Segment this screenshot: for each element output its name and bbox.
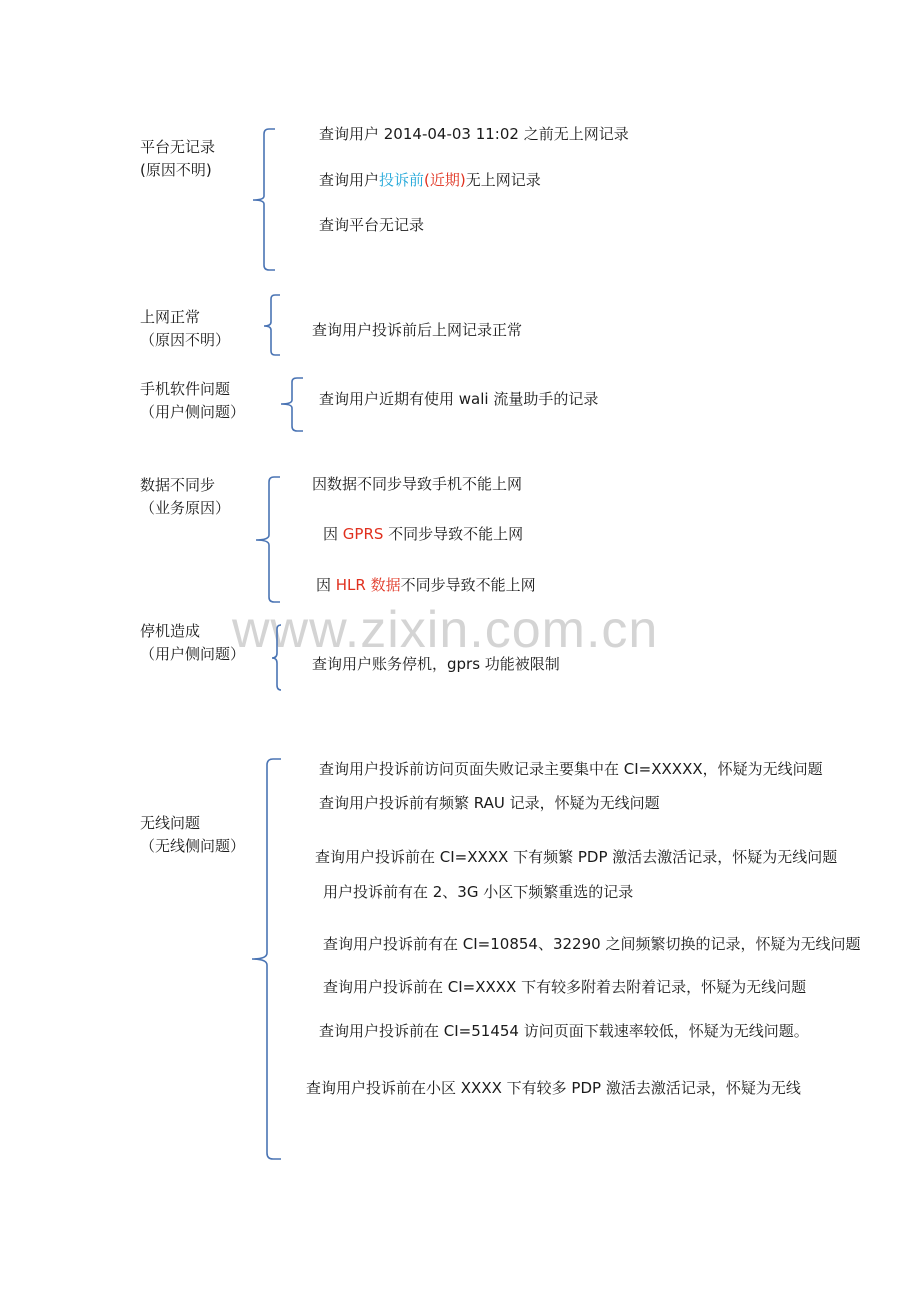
category-title: 数据不同步 [140, 476, 216, 494]
category-reason: （用户侧问题） [140, 403, 246, 421]
category-reason: （原因不明） [140, 331, 231, 349]
item-line [323, 977, 806, 997]
item-line [316, 575, 536, 595]
item-line [319, 124, 629, 144]
bracket-wireless [252, 759, 281, 1159]
item-text: 不同步导致不能上网 [400, 576, 536, 594]
bracket-suspend [272, 625, 281, 690]
category-reason: (原因不明) [140, 161, 212, 179]
category-data-sync [140, 474, 230, 520]
item-text: 查询用户投诉前有频繁 RAU 记录，怀疑为无线问题 [319, 794, 660, 812]
item-line [323, 934, 860, 954]
item-text: 因数据不同步导致手机不能上网 [312, 475, 523, 493]
item-text: 查询用户投诉前在 CI=XXXX 下有频繁 PDP 激活去激活记录，怀疑为无线问题 [315, 848, 838, 866]
item-text: 查询用户 [319, 171, 380, 189]
item-text: 查询用户投诉前在小区 XXXX 下有较多 PDP 激活去激活记录，怀疑为无线 [306, 1079, 801, 1097]
item-text: 查询用户投诉前在 CI=XXXX 下有较多附着去附着记录，怀疑为无线问题 [323, 978, 807, 996]
item-line [319, 759, 823, 779]
watermark: www.zixin.com.cn [232, 601, 659, 659]
item-text: 查询用户近期有使用 wali 流量助手的记录 [319, 390, 599, 408]
item-line [306, 1078, 801, 1098]
item-line [319, 793, 660, 813]
item-text: 因 [316, 576, 336, 594]
category-reason: （业务原因） [140, 499, 231, 517]
category-reason: （用户侧问题） [140, 645, 246, 663]
item-line [312, 320, 522, 340]
bracket-software [281, 378, 303, 431]
category-service-suspended [140, 620, 245, 666]
bracket-sync [256, 477, 280, 602]
item-line [319, 215, 424, 235]
item-text: 查询用户投诉前有在 CI=10854、32290 之间频繁切换的记录，怀疑为无线问题 [323, 935, 861, 953]
category-platform-no-record [140, 136, 215, 182]
item-text: 查询用户 2014-04-03 11:02 之前无上网记录 [319, 125, 629, 143]
highlight-text-red: HLR 数据 [335, 576, 401, 594]
item-text: 查询用户投诉前在 CI=51454 访问页面下载速率较低，怀疑为无线问题。 [319, 1022, 809, 1040]
item-text: 查询平台无记录 [319, 216, 425, 234]
category-wireless [140, 812, 245, 858]
item-text: 查询用户账务停机，gprs 功能被限制 [312, 655, 560, 673]
item-line [323, 882, 633, 902]
category-title: 手机软件问题 [140, 380, 231, 398]
category-title: 平台无记录 [140, 138, 216, 156]
category-reason: （无线侧问题） [140, 837, 246, 855]
item-line [319, 170, 541, 190]
category-title: 上网正常 [140, 308, 201, 326]
bracket-platform [253, 129, 275, 270]
item-text: 不同步导致不能上网 [383, 525, 524, 543]
item-text: 查询用户投诉前访问页面失败记录主要集中在 CI=XXXXX，怀疑为无线问题 [319, 760, 823, 778]
item-line [312, 474, 522, 494]
item-line [319, 389, 598, 409]
highlight-text-blue: 投诉前 [379, 171, 425, 189]
category-network-normal [140, 306, 230, 352]
highlight-text-red: (近期) [424, 171, 466, 189]
item-line [315, 847, 837, 867]
category-phone-software [140, 378, 245, 424]
item-line [319, 1021, 809, 1041]
bracket-normal [264, 295, 280, 355]
item-text: 因 [323, 525, 343, 543]
highlight-text-red: GPRS [342, 525, 384, 543]
item-line [312, 654, 560, 674]
category-title: 停机造成 [140, 622, 201, 640]
item-text: 查询用户投诉前后上网记录正常 [312, 321, 523, 339]
item-text: 无上网记录 [465, 171, 541, 189]
item-text: 用户投诉前有在 2、3G 小区下频繁重选的记录 [323, 883, 634, 901]
item-line [323, 524, 523, 544]
category-title: 无线问题 [140, 814, 201, 832]
